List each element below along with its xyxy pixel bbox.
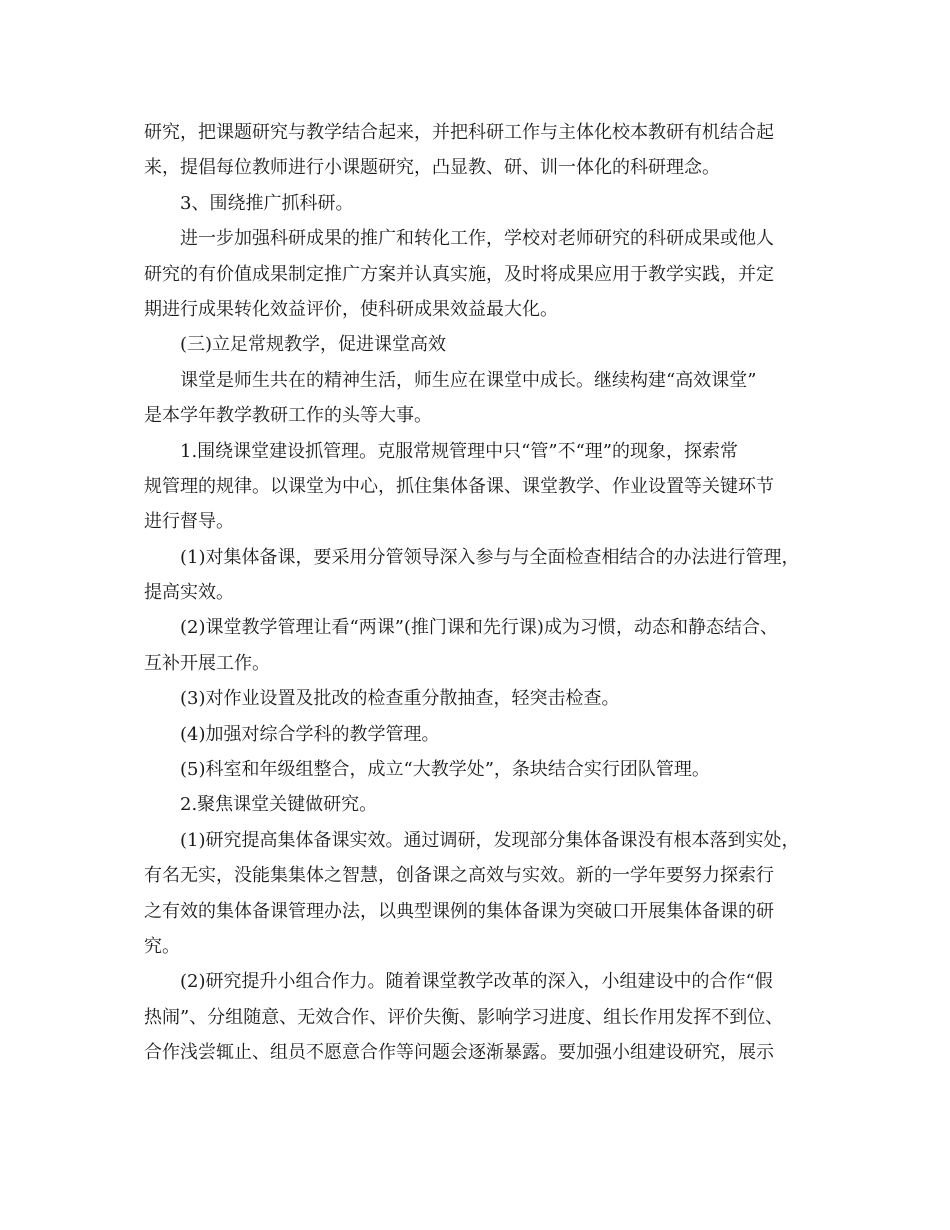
text-line: 进一步加强科研成果的推广和转化工作，学校对老师研究的科研成果或他人: [180, 228, 774, 250]
text-line: 进行督导。: [144, 511, 234, 533]
list-item: (1)对集体备课，要采用分管领导深入参与与全面检查相结合的办法进行管理，: [180, 546, 800, 568]
text-line: 期进行成果转化效益评价，使科研成果效益最大化。: [144, 298, 558, 320]
list-item: (1)研究提高集体备课实效。通过调研，发现部分集体备课没有根本落到实处，: [180, 829, 800, 851]
text-line: 互补开展工作。: [144, 652, 270, 674]
list-item: (5)科室和年级组整合，成立“大教学处”，条块结合实行团队管理。: [180, 759, 710, 781]
section-heading: 1.围绕课堂建设抓管理。克服常规管理中只“管”不“理”的现象，探索常: [180, 440, 738, 462]
text-line: 研究，把课题研究与教学结合起来，并把科研工作与主体化校本教研有机结合起: [144, 122, 774, 143]
text-line: 合作浅尝辄止、组员不愿意合作等问题会逐渐暴露。要加强小组建设研究，展示: [144, 1042, 774, 1064]
text-line: 究。: [144, 935, 180, 957]
document-body: [144, 115, 816, 1071]
text-line: 提高实效。: [144, 582, 234, 604]
text-line: 是本学年教学教研工作的头等大事。: [144, 405, 432, 427]
list-item: (4)加强对综合学科的教学管理。: [180, 723, 440, 745]
list-item: (3)对作业设置及批改的检查重分散抽查，轻突击检查。: [180, 688, 620, 710]
text-line: 规管理的规律。以课堂为中心，抓住集体备课、课堂教学、作业设置等关键环节: [144, 475, 774, 497]
section-heading: 2.聚焦课堂关键做研究。: [180, 794, 378, 816]
text-line: 研究的有价值成果制定推广方案并认真实施，及时将成果应用于教学实践，并定: [144, 263, 774, 285]
text-line: 热闹”、分组随意、无效合作、评价失衡、影响学习进度、组长作用发挥不到位、: [144, 1006, 784, 1028]
section-heading: (三)立足常规教学，促进课堂高效: [180, 334, 447, 356]
text-line: 有名无实，没能集集体之智慧，创备课之高效与实效。新的一学年要努力探索行: [144, 865, 774, 887]
list-item: (2)课堂教学管理让看“两课”(推门课和先行课)成为习惯，动态和静态结合、: [180, 617, 778, 639]
text-line: 之有效的集体备课管理办法，以典型课例的集体备课为突破口开展集体备课的研: [144, 900, 774, 922]
text-line: 课堂是师生共在的精神生活，师生应在课堂中成长。继续构建“高效课堂”: [180, 369, 757, 391]
list-item: (2)研究提升小组合作力。随着课堂教学改革的深入，小组建设中的合作“假: [180, 971, 773, 993]
text-line: 来，提倡每位教师进行小课题研究，凸显教、研、训一体化的科研理念。: [144, 157, 720, 179]
section-heading: 3、围绕推广抓科研。: [180, 192, 354, 214]
